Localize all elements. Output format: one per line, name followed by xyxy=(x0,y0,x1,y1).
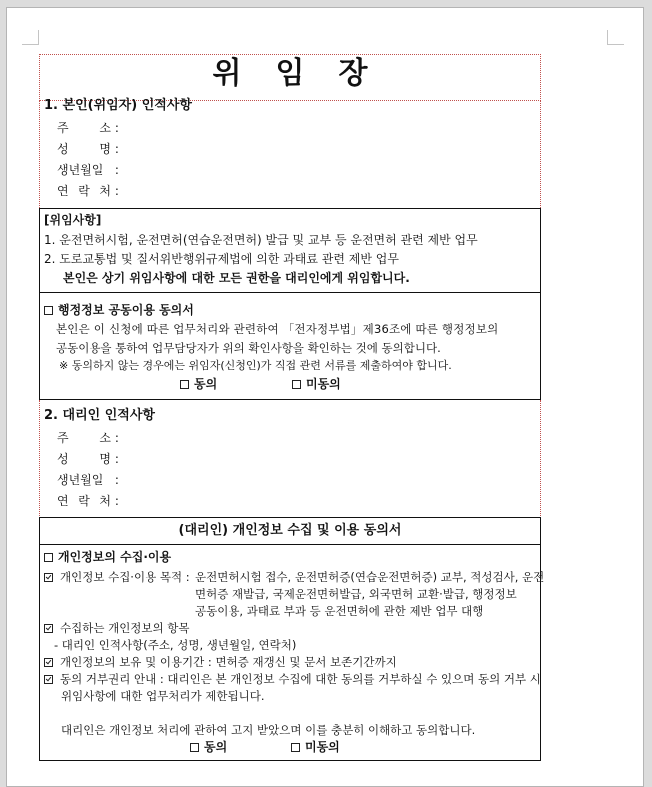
section1-field-contact[interactable]: 연 락 처 : xyxy=(57,184,119,198)
admin-consent-body-2: 공동이용을 통하여 업무담당자가 위의 확인사항을 확인하는 것에 동의합니다. xyxy=(56,341,441,355)
delegation-item-1: 1. 운전면허시험, 운전면허(연습운전면허) 발급 및 교부 등 운전면허 관련 제반 업무 xyxy=(44,233,478,247)
delegation-statement: 본인은 상기 위임사항에 대한 모든 권한을 대리인에게 위임합니다. xyxy=(63,271,410,285)
section1-heading: 1. 본인(위임자) 인적사항 xyxy=(44,98,192,113)
section1-field-address[interactable]: 주 소 : xyxy=(57,121,119,135)
checked-box-icon xyxy=(44,675,53,684)
privacy-agree[interactable]: 동의 xyxy=(190,739,227,755)
section2-field-contact[interactable]: 연 락 처 : xyxy=(57,494,119,508)
checkbox-icon xyxy=(44,306,53,315)
checkbox-icon xyxy=(44,553,53,562)
disagree-checkbox[interactable] xyxy=(292,380,301,389)
section2-field-name[interactable]: 성 명 : xyxy=(57,452,119,466)
privacy-refusal-line-2: 위임사항에 대한 업무처리가 제한됩니다. xyxy=(61,689,265,703)
checked-box-icon xyxy=(44,573,53,582)
agree-checkbox[interactable] xyxy=(180,380,189,389)
admin-consent-body-1: 본인은 이 신청에 따른 업무처리와 관련하여 「전자정부법」제36조에 따른 행정정보의 xyxy=(56,322,499,336)
privacy-items-value: - 대리인 인적사항(주소, 성명, 생년월일, 연락처) xyxy=(54,638,297,652)
section2-field-birthdate[interactable]: 생년월일 : xyxy=(57,473,119,487)
admin-consent-disagree[interactable]: 미동의 xyxy=(292,376,341,392)
privacy-disagree[interactable]: 미동의 xyxy=(291,739,340,755)
delegation-heading: [위임사항] xyxy=(44,213,102,227)
privacy-refusal: 동의 거부권리 안내 : 대리인은 본 개인정보 수집에 대한 동의를 거부하실 수 있으며 동의 거부 시 xyxy=(44,671,541,687)
admin-consent-agree[interactable]: 동의 xyxy=(180,376,217,392)
privacy-purpose-line-2: 면허증 재발급, 국제운전면허발급, 외국면허 교환·발급, 행정정보 xyxy=(195,587,517,601)
admin-consent-heading: 행정정보 공동이용 동의서 xyxy=(44,302,194,318)
section2-field-address[interactable]: 주 소 : xyxy=(57,431,119,445)
privacy-purpose: 개인정보 수집·이용 목적 : xyxy=(44,569,190,585)
agree-checkbox[interactable] xyxy=(190,743,199,752)
privacy-acknowledge: 대리인은 개인정보 처리에 관하여 고지 받았으며 이를 충분히 이해하고 동의합니다. xyxy=(61,723,476,737)
section1-field-name[interactable]: 성 명 : xyxy=(57,142,119,156)
margin-corner-top-right xyxy=(607,30,624,45)
checked-box-icon xyxy=(44,624,53,633)
privacy-items: 수집하는 개인정보의 항목 xyxy=(44,620,190,636)
section2-heading: 2. 대리인 인적사항 xyxy=(44,408,155,423)
disagree-checkbox[interactable] xyxy=(291,743,300,752)
privacy-title: (대리인) 개인정보 수집 및 이용 동의서 xyxy=(178,523,402,538)
margin-corner-top-left xyxy=(22,30,39,45)
delegation-item-2: 2. 도로교통법 및 질서위반행위규제법에 의한 과태료 관련 제반 업무 xyxy=(44,252,399,266)
admin-consent-note: ※ 동의하지 않는 경우에는 위임자(신청인)가 직접 관련 서류를 제출하여야 합니다. xyxy=(59,359,452,372)
document-title: 위임장 xyxy=(212,56,402,91)
section1-field-birthdate[interactable]: 생년월일 : xyxy=(57,163,119,177)
privacy-subheading: 개인정보의 수집·이용 xyxy=(44,549,171,565)
checked-box-icon xyxy=(44,658,53,667)
privacy-purpose-line-3: 공동이용, 과태료 부과 등 운전면허에 관한 제반 업무 대행 xyxy=(195,604,484,618)
privacy-purpose-line-1: 운전면허시험 접수, 운전면허증(연습운전면허증) 교부, 적성검사, 운전 xyxy=(195,570,545,584)
privacy-retention: 개인정보의 보유 및 이용기간 : 면허증 재갱신 및 문서 보존기간까지 xyxy=(44,654,397,670)
